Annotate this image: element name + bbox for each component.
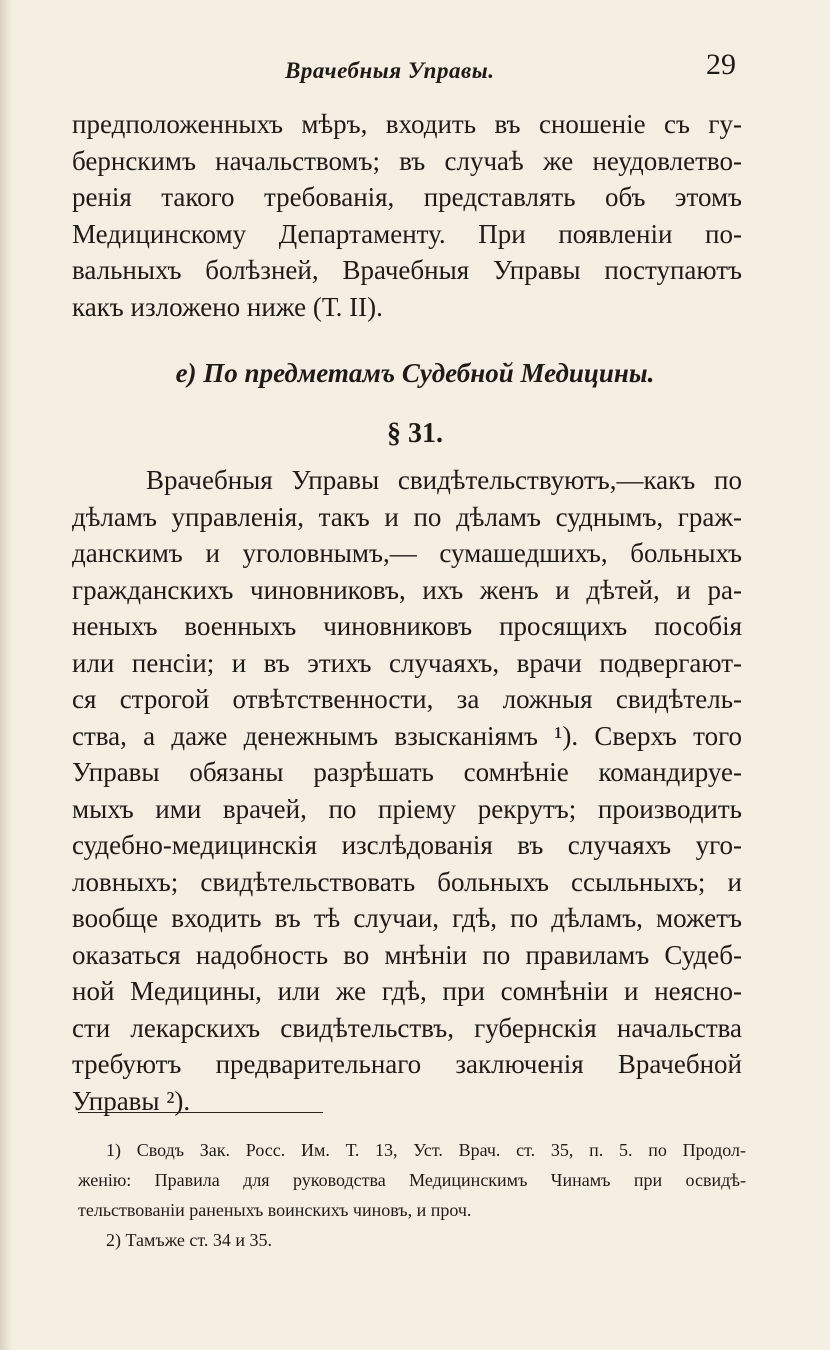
text-line: Медицинскому Департаменту. При появленіи по- (72, 218, 742, 249)
text-line: дѣламъ управленія, такъ и по дѣламъ суднымъ, граж- (72, 501, 742, 532)
text-line: бернскимъ начальствомъ; въ случаѣ же неудовлетво- (72, 145, 742, 176)
footnote-line: 1) Сводъ Зак. Росс. Им. Т. 13, Уст. Врач. ст. 35, п. 5. по Продол- (106, 1140, 746, 1160)
text-line: неныхъ военныхъ чиновниковъ просящихъ пособія (72, 611, 742, 641)
text-line: Управы ²). (72, 1085, 191, 1116)
text-line: требуютъ предварительнаго заключенія Врачебной (72, 1049, 742, 1079)
text-line: Управы обязаны разрѣшать сомнѣніе командируе- (72, 757, 742, 787)
text-line: вообще входить въ тѣ случаи, гдѣ, по дѣламъ, можетъ (72, 903, 742, 933)
text-line: ства, а даже денежнымъ взысканіямъ ¹). Сверхъ того (72, 720, 742, 751)
section-number: § 31. (387, 418, 443, 449)
footnote-line: тельствованіи раненыхъ воинскихъ чиновъ, и проч. (78, 1200, 472, 1220)
text-line: гражданскихъ чиновниковъ, ихъ женъ и дѣтей, и ра- (72, 574, 742, 605)
page-header (0, 48, 830, 88)
text-line: оказаться надобность во мнѣніи по правиламъ Судеб- (72, 939, 742, 970)
text-line: ловныхъ; свидѣтельствовать больныхъ ссыльныхъ; и (72, 866, 742, 897)
running-title: Врачебныя Управы. (285, 58, 495, 83)
paragraph-section-31 (72, 462, 742, 1119)
text-line: сти лекарскихъ свидѣтельствъ, губернскія начальства (72, 1012, 742, 1043)
text-line: или пенсіи; и въ этихъ случаяхъ, врачи подвергают- (72, 647, 742, 678)
page-number: 29 (706, 48, 736, 81)
paragraph-continuation (72, 106, 742, 325)
text-line: Врачебныя Управы свидѣтельствуютъ,—какъ по (146, 465, 742, 495)
text-line: какъ изложено ниже (Т. II). (72, 291, 383, 322)
text-line: ной Медицины, или же гдѣ, при сомнѣніи и неясно- (72, 976, 742, 1006)
text-line: мыхъ ими врачей, по пріему рекрутъ; производить (72, 793, 742, 824)
page-edge (0, 0, 12, 1350)
text-line: данскимъ и уголовнымъ,— сумашедшихъ, больныхъ (72, 538, 742, 568)
footnotes (78, 1135, 746, 1255)
text-line: вальныхъ болѣзней, Врачебныя Управы поступаютъ (72, 255, 742, 285)
section-heading: е) По предметамъ Судебной Медицины. (175, 358, 655, 388)
footnote-line: 2) Тамъже ст. 34 и 35. (106, 1230, 273, 1250)
text-line: ренія такого требованія, представлять объ этомъ (72, 182, 742, 212)
footnote-rule (78, 1112, 323, 1114)
footnote-line: женію: Правила для руководства Медицинскимъ Чинамъ при освидѣ- (78, 1170, 746, 1190)
text-line: ся строгой отвѣтственности, за ложныя свидѣтель- (72, 684, 742, 714)
text-line: судебно-медицинскія изслѣдованія въ случаяхъ уго- (72, 830, 742, 860)
text-line: предположенныхъ мѣръ, входить въ сношеніе съ гу- (72, 109, 742, 139)
